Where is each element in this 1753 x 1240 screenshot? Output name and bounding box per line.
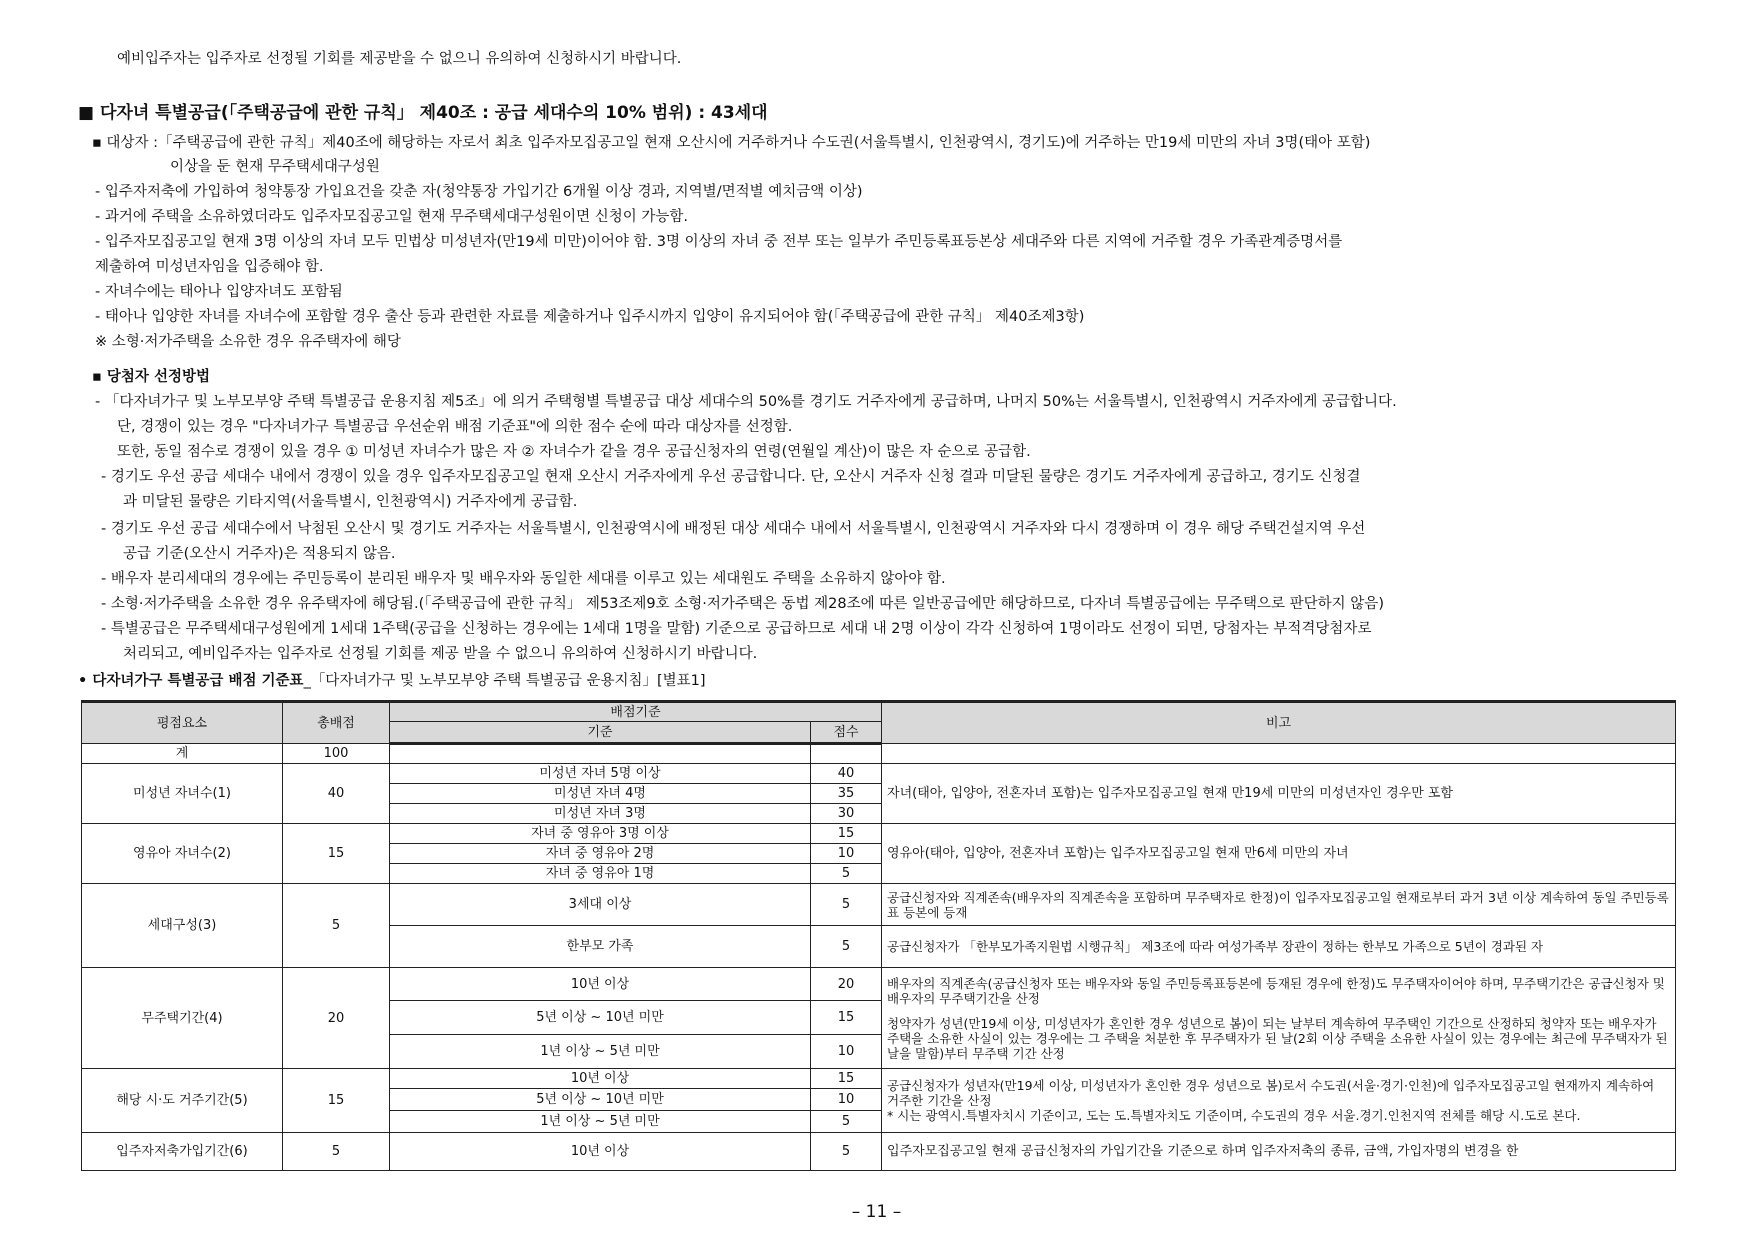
basis-cell: 5년 이상 ~ 10년 미만 bbox=[390, 1089, 811, 1111]
score-cell: 15 bbox=[811, 824, 882, 844]
basis-cell: 자녀 중 영유아 3명 이상 bbox=[390, 824, 811, 844]
table-row bbox=[82, 968, 1676, 1001]
eligibility-item: 제출하여 미성년자임을 입증해야 함. bbox=[95, 259, 324, 275]
remark-cell: 영유아(태아, 입양아, 전혼자녀 포함)는 입주자모집공고일 현재 만6세 미만의 자녀 bbox=[882, 824, 1676, 884]
eligibility-item: - 입주자모집공고일 현재 3명 이상의 자녀 모두 민법상 미성년자(만19세 미만)이어야 함. 3명 이상의 자녀 중 전부 또는 일부가 주민등록표등본상 세대주와 다른 지역에 거주할 경우 가족관계증명서를 bbox=[95, 234, 1343, 250]
remark-cell bbox=[882, 1069, 1676, 1133]
selection-line: - 경기도 우선 공급 세대수에서 낙첨된 오산시 및 경기도 거주자는 서울특별시, 인천광역시에 배정된 대상 세대수 내에서 서울특별시, 인천광역시 거주자와 다시 경쟁하며 이 경우 해당 주택건설지역 우선 bbox=[101, 521, 1366, 537]
basis-cell: 1년 이상 ~ 5년 미만 bbox=[390, 1035, 811, 1069]
score-cell: 10 bbox=[811, 844, 882, 864]
score-table bbox=[81, 700, 1676, 1171]
remark-homeless-spouse: 배우자의 직계존속(공급신청자 또는 배우자와 동일 주민등록표등본에 등재된 경우에 한정)도 무주택자이어야 하며, 무주택기간은 공급신청자 및 배우자의 무주택기간을 산정 bbox=[887, 975, 1665, 1006]
score-cell: 5 bbox=[811, 1111, 882, 1133]
selection-line: 처리되고, 예비입주자는 입주자로 선정될 기회를 제공 받을 수 없으니 유의하여 신청하시기 바랍니다. bbox=[123, 646, 758, 662]
eligibility-line-cont: 이상을 둔 현재 무주택세대구성원 bbox=[170, 159, 380, 175]
selection-line: 또한, 동일 점수로 경쟁이 있을 경우 ① 미성년 자녀수가 많은 자 ② 자녀수가 같을 경우 공급신청자의 연령(연월일 계산)이 많은 자 순으로 공급함. bbox=[117, 444, 1031, 460]
selection-line: - 배우자 분리세대의 경우에는 주민등록이 분리된 배우자 및 배우자와 동일한 세대를 이루고 있는 세대원도 주택을 소유하지 않아야 함. bbox=[101, 571, 946, 587]
basis-cell: 한부모 가족 bbox=[390, 926, 811, 968]
basis-cell: 10년 이상 bbox=[390, 968, 811, 1001]
score-cell: 5 bbox=[811, 1133, 882, 1171]
header-criteria: 배점기준 bbox=[390, 702, 882, 722]
score-cell: 5 bbox=[811, 926, 882, 968]
header-factor: 평점요소 bbox=[82, 702, 283, 744]
eligibility-item: - 자녀수에는 태아나 입양자녀도 포함됨 bbox=[95, 284, 343, 300]
basis-cell: 자녀 중 영유아 2명 bbox=[390, 844, 811, 864]
score-cell: 30 bbox=[811, 804, 882, 824]
basis-cell: 3세대 이상 bbox=[390, 884, 811, 926]
table-row bbox=[82, 1069, 1676, 1089]
table-row bbox=[82, 884, 1676, 926]
score-cell: 15 bbox=[811, 1069, 882, 1089]
basis-cell: 미성년 자녀 4명 bbox=[390, 784, 811, 804]
score-cell: 10 bbox=[811, 1089, 882, 1111]
selection-line: - 경기도 우선 공급 세대수 내에서 경쟁이 있을 경우 입주자모집공고일 현재 오산시 거주자에게 우선 공급합니다. 단, 오산시 거주자 신청 결과 미달된 물량은 경기도 거주자에게 공급하고, 경기도 신청결 bbox=[101, 469, 1361, 485]
table-row bbox=[82, 824, 1676, 844]
eligibility-item: - 태아나 입양한 자녀를 자녀수에 포함할 경우 출산 등과 관련한 자료를 제출하거나 입주시까지 입양이 유지되어야 함(「주택공급에 관한 규칙」 제40조제3항) bbox=[95, 309, 1085, 325]
score-cell: 5 bbox=[811, 884, 882, 926]
remark-residence-period: 공급신청자가 성년자(만19세 이상, 미성년자가 혼인한 경우 성년으로 봄)로서 수도권(서울·경기·인천)에 입주자모집공고일 현재까지 계속하여 거주한 기간을 산정 bbox=[887, 1078, 1655, 1108]
selection-title: ▪ 당첨자 선정방법 bbox=[92, 369, 210, 385]
basis-cell: 1년 이상 ~ 5년 미만 bbox=[390, 1111, 811, 1133]
eligibility-item: - 과거에 주택을 소유하였더라도 입주자모집공고일 현재 무주택세대구성원이면 신청이 가능함. bbox=[95, 209, 688, 225]
basis-cell: 5년 이상 ~ 10년 미만 bbox=[390, 1001, 811, 1035]
header-basis: 기준 bbox=[390, 722, 811, 744]
table-row bbox=[82, 1133, 1676, 1171]
header-remarks: 비고 bbox=[882, 702, 1676, 744]
selection-line: - 「다자녀가구 및 노부모부양 주택 특별공급 운용지침 제5조」에 의거 주택형별 특별공급 대상 세대수의 50%를 경기도 거주자에게 공급하며, 나머지 50%는 서울특별시, 인천광역시 거주자에게 공급합니다. bbox=[95, 394, 1397, 410]
top-note: 예비입주자는 입주자로 선정될 기회를 제공받을 수 없으니 유의하여 신청하시기 바랍니다. bbox=[117, 51, 682, 67]
remark-cell: 입주자모집공고일 현재 공급신청자의 가입기간을 기준으로 하며 입주자저축의 종류, 금액, 가입자명의 변경을 한 bbox=[882, 1133, 1676, 1171]
eligibility-item: ※ 소형·저가주택을 소유한 경우 유주택자에 해당 bbox=[95, 334, 401, 350]
score-cell: 15 bbox=[811, 1001, 882, 1035]
score-cell: 40 bbox=[811, 764, 882, 784]
score-cell: 5 bbox=[811, 864, 882, 884]
sum-label: 계 bbox=[82, 744, 283, 764]
remark-cell: 공급신청자가 「한부모가족지원법 시행규칙」 제3조에 따라 여성가족부 장관이 정하는 한부모 가족으로 5년이 경과된 자 bbox=[882, 926, 1676, 968]
basis-cell: 자녀 중 영유아 1명 bbox=[390, 864, 811, 884]
basis-cell: 10년 이상 bbox=[390, 1133, 811, 1171]
factor-cell: 미성년 자녀수(1) bbox=[82, 764, 283, 824]
factor-cell: 무주택기간(4) bbox=[82, 968, 283, 1069]
eligibility-line: ▪ 대상자 :「주택공급에 관한 규칙」제40조에 해당하는 자로서 최초 입주자모집공고일 현재 오산시에 거주하거나 수도권(서울특별시, 인천광역시, 경기도)에 거주하는 만19세 미만의 자녀 3명(태아 포함) bbox=[92, 135, 1371, 151]
basis-cell: 미성년 자녀 3명 bbox=[390, 804, 811, 824]
total-cell: 20 bbox=[283, 968, 390, 1069]
basis-cell: 미성년 자녀 5명 이상 bbox=[390, 764, 811, 784]
total-cell: 5 bbox=[283, 884, 390, 968]
remark-homeless-period: 청약자가 성년(만19세 이상, 미성년자가 혼인한 경우 성년으로 봄)이 되는 날부터 계속하여 무주택인 기간으로 산정하되 청약자 또는 배우자가 주택을 소유한 사실이 있는 경우에는 그 주택을 처분한 후 무주택자가 된 날(2회 이상 주택을 소유한 사실이 있는 경우에는 최근에 무주택자가 된 날을 말함)부터 무주택 기간 산정 bbox=[887, 1015, 1668, 1061]
selection-line: - 소형·저가주택을 소유한 경우 유주택자에 해당됨.(「주택공급에 관한 규칙」 제53조제9호 소형·저가주택은 동법 제28조에 따른 일반공급에만 해당하므로, 다자녀 특별공급에는 무주택으로 판단하지 않음) bbox=[101, 596, 1384, 612]
remark-cell: 자녀(태아, 입양아, 전혼자녀 포함)는 입주자모집공고일 현재 만19세 미만의 미성년자인 경우만 포함 bbox=[882, 764, 1676, 824]
sum-total: 100 bbox=[283, 744, 390, 764]
header-total: 총배점 bbox=[283, 702, 390, 744]
table-row bbox=[82, 744, 1676, 764]
selection-line: - 특별공급은 무주택세대구성원에게 1세대 1주택(공급을 신청하는 경우에는 1세대 1명을 말함) 기준으로 공급하므로 세대 내 2명 이상이 각각 신청하여 1명이라도 선정이 되면, 당첨자는 부적격당첨자로 bbox=[101, 621, 1372, 637]
total-cell: 5 bbox=[283, 1133, 390, 1171]
remark-cell bbox=[882, 968, 1676, 1069]
factor-cell: 해당 시·도 거주기간(5) bbox=[82, 1069, 283, 1133]
total-cell: 15 bbox=[283, 1069, 390, 1133]
total-cell: 40 bbox=[283, 764, 390, 824]
remark-cell: 공급신청자와 직계존속(배우자의 직계존속을 포함하며 무주택자로 한정)이 입주자모집공고일 현재로부터 과거 3년 이상 계속하여 동일 주민등록표 등본에 등재 bbox=[882, 884, 1676, 926]
table-title bbox=[78, 672, 706, 690]
total-cell: 15 bbox=[283, 824, 390, 884]
selection-line: 공급 기준(오산시 거주자)은 적용되지 않음. bbox=[123, 546, 396, 562]
factor-cell: 입주자저축가입기간(6) bbox=[82, 1133, 283, 1171]
table-title-source: _「다자녀가구 및 노부모부양 주택 특별공급 운용지침」[별표1] bbox=[303, 673, 706, 689]
basis-cell: 10년 이상 bbox=[390, 1069, 811, 1089]
table-title-bold: • 다자녀가구 특별공급 배점 기준표 bbox=[78, 673, 304, 689]
factor-cell: 영유아 자녀수(2) bbox=[82, 824, 283, 884]
header-score: 점수 bbox=[811, 722, 882, 744]
eligibility-item: - 입주자저축에 가입하여 청약통장 가입요건을 갖춘 자(청약통장 가입기간 6개월 이상 경과, 지역별/면적별 예치금액 이상) bbox=[95, 184, 863, 200]
selection-line: 단, 경쟁이 있는 경우 "다자녀가구 특별공급 우선순위 배점 기준표"에 의한 점수 순에 따라 대상자를 선정함. bbox=[117, 419, 793, 435]
remark-residence-note: * 시는 광역시.특별자치시 기준이고, 도는 도.특별자치도 기준이며, 수도권의 경우 서울.경기.인천지역 전체를 해당 시.도로 본다. bbox=[887, 1108, 1581, 1123]
selection-line: 과 미달된 물량은 기타지역(서울특별시, 인천광역시) 거주자에게 공급함. bbox=[123, 494, 578, 510]
score-cell: 20 bbox=[811, 968, 882, 1001]
score-cell: 35 bbox=[811, 784, 882, 804]
score-cell: 10 bbox=[811, 1035, 882, 1069]
table-row bbox=[82, 764, 1676, 784]
section-heading: ■ 다자녀 특별공급(「주택공급에 관한 규칙」 제40조 : 공급 세대수의 10% 범위) : 43세대 bbox=[78, 103, 768, 123]
page-number: – 11 – bbox=[851, 1202, 902, 1222]
factor-cell: 세대구성(3) bbox=[82, 884, 283, 968]
